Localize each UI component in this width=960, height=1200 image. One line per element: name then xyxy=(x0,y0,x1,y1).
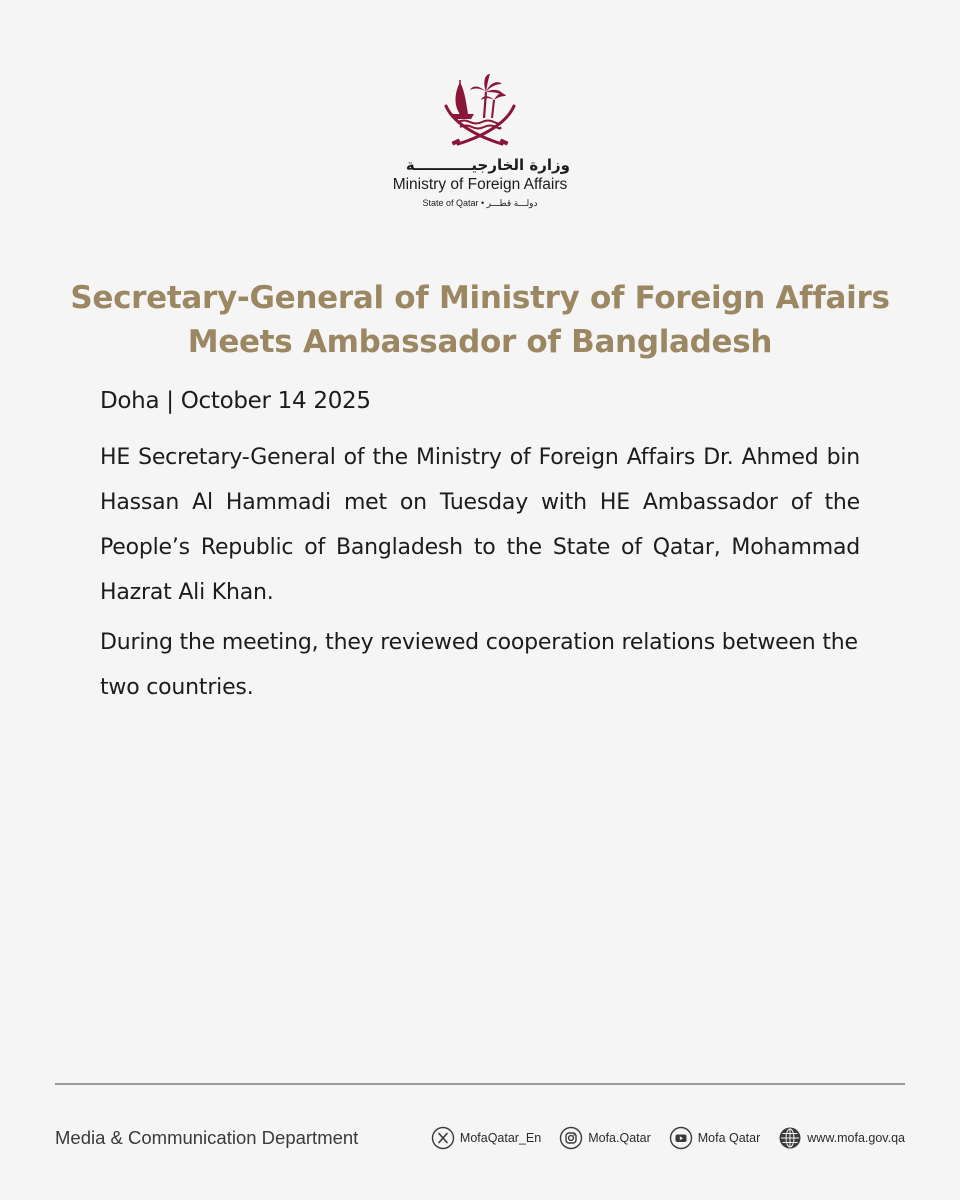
x-icon xyxy=(431,1126,455,1150)
social-label-instagram: Mofa.Qatar xyxy=(588,1131,651,1145)
ministry-logo xyxy=(0,70,960,209)
article-title xyxy=(60,276,900,364)
article-paragraph-1: HE Secretary-General of the Ministry of Foreign Affairs Dr. Ahmed bin Hassan Al Hammadi met on Tuesday with HE Ambassador of the People’s Republic of Bangladesh to the State of Qatar, Mohammad Hazrat Ali Khan. xyxy=(100,445,860,605)
ministry-name-english: Ministry of Foreign Affairs xyxy=(392,176,568,193)
instagram-icon xyxy=(559,1126,583,1150)
youtube-icon xyxy=(669,1126,693,1150)
social-links xyxy=(431,1126,905,1150)
ministry-name-arabic: وزارة الخارجيـــــــــــة xyxy=(405,156,570,174)
article-title-line-2: Meets Ambassador of Bangladesh xyxy=(187,324,773,360)
social-link-youtube[interactable] xyxy=(669,1126,761,1150)
article-paragraph-2: During the meeting, they reviewed cooperation relations between the two countries. xyxy=(100,630,858,700)
social-label-x: MofaQatar_En xyxy=(459,1131,542,1145)
social-label-website: www.mofa.gov.qa xyxy=(807,1131,905,1145)
globe-icon xyxy=(778,1126,802,1150)
state-of-qatar-label: State of Qatar • دولـــة قطـــر xyxy=(422,198,538,208)
dateline: Doha | October 14 2025 xyxy=(100,388,371,414)
social-link-x[interactable] xyxy=(431,1126,541,1150)
department-name: Media & Communication Department xyxy=(55,1127,359,1148)
qatar-emblem-icon xyxy=(440,70,520,152)
social-label-youtube: Mofa Qatar xyxy=(697,1131,761,1145)
footer-divider xyxy=(55,1083,905,1085)
social-link-website[interactable] xyxy=(778,1126,905,1150)
social-link-instagram[interactable] xyxy=(559,1126,651,1150)
article-title-line-1: Secretary-General of Ministry of Foreign Affairs xyxy=(70,280,890,316)
